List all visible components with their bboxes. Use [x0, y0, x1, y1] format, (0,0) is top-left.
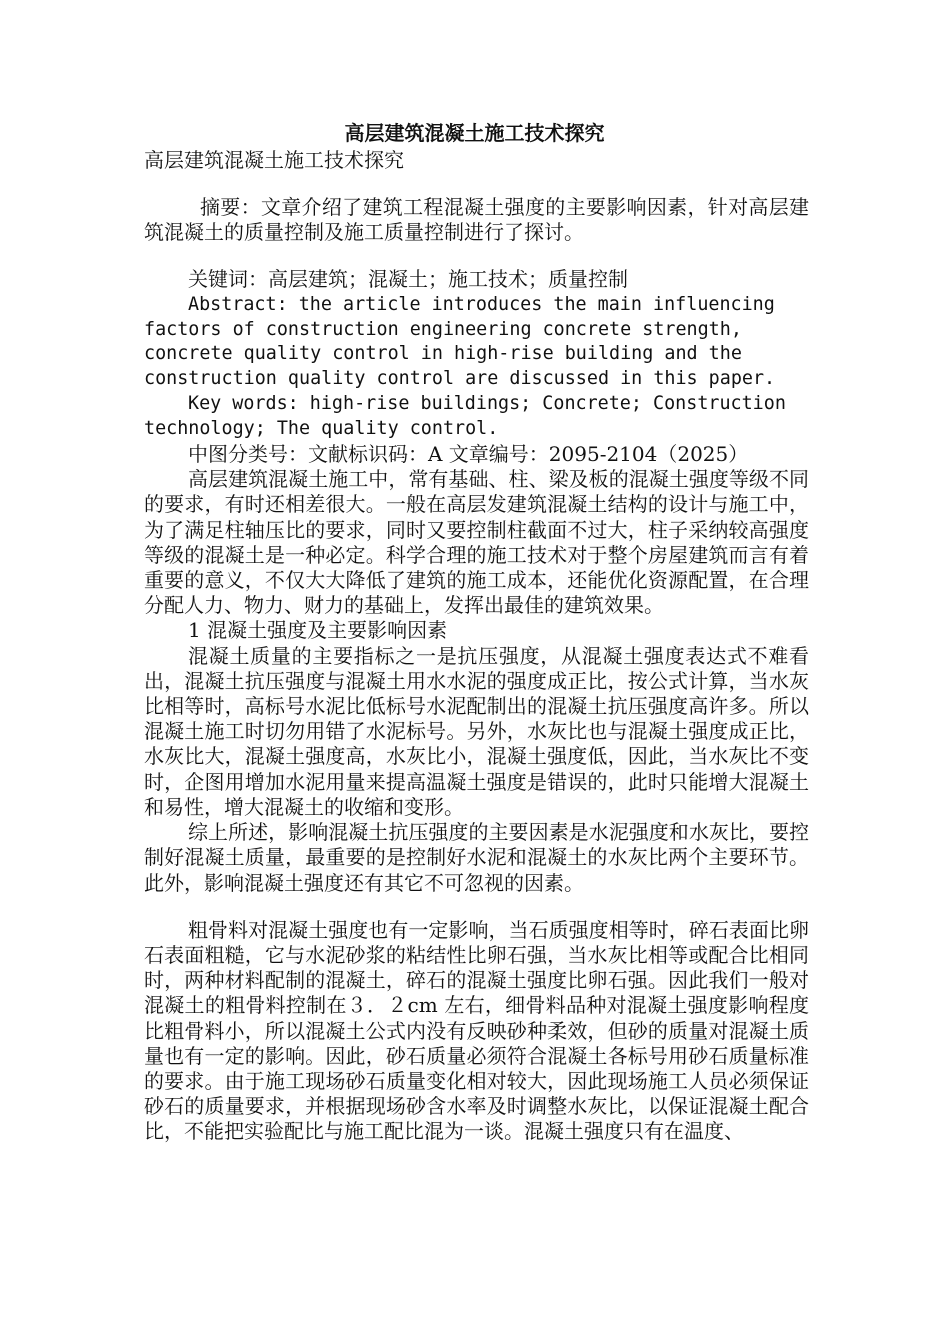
intro-paragraph: 高层建筑混凝土施工中，常有基础、柱、梁及板的混凝土强度等级不同的要求，有时还相差很大。一般在高层发建筑混凝土结构的设计与施工中，为了满足柱轴压比的要求，同时又要控制柱截面不过大，柱子采纳较高强度等级的混凝土是一种必定。科学合理的施工技术对于整个房屋建筑而言有着重要的意义，不仅大大降低了建筑的施工成本，还能优化资源配置，在合理分配人力、物力、财力的基础上，发挥出最佳的建筑效果。: [144, 467, 809, 618]
section-heading: 1 混凝土强度及主要影响因素: [188, 618, 448, 643]
document-body: [144, 118, 809, 1145]
abstract-english: Abstract: the article introduces the main influencing factors of construction engineering concrete strength, concrete quality control in high-rise building and the construction quality control are discussed in this paper.: [144, 293, 776, 390]
classification-line: 中图分类号：文献标识码：A 文章编号：2095-2104（2025）: [188, 442, 749, 467]
spacer: [144, 245, 809, 267]
keywords-chinese: 关键词：高层建筑；混凝土；施工技术；质量控制: [188, 267, 628, 292]
body-paragraph: 混凝土质量的主要指标之一是抗压强度，从混凝土强度表达式不难看出，混凝土抗压强度与混凝土用水水泥的强度成正比，按公式计算，当水灰比相等时，高标号水泥比低标号水泥配制出的混凝土抗压强度高许多。所以混凝土施工时切勿用错了水泥标号。另外，水灰比也与混凝土强度成正比，水灰比大，混凝土强度高，水灰比小，混凝土强度低，因此，当水灰比不变时，企图用增加水泥用量来提高温凝土强度是错误的，此时只能增大混凝土和易性，增大混凝土的收缩和变形。: [144, 643, 809, 819]
spacer: [144, 896, 809, 918]
abstract-chinese: 摘要：文章介绍了建筑工程混凝土强度的主要影响因素，针对高层建筑混凝土的质量控制及施工质量控制进行了探讨。: [144, 195, 809, 245]
keywords-english: Key words: high-rise buildings; Concrete; Construction technology; The quality control.: [144, 393, 786, 440]
body-paragraph: 综上所述，影响混凝土抗压强度的主要因素是水泥强度和水灰比，要控制好混凝土质量，最重要的是控制好水泥和混凝土的水灰比两个主要环节。此外，影响混凝土强度还有其它不可忽视的因素。: [144, 820, 809, 895]
spacer: [144, 173, 809, 195]
body-paragraph: 粗骨料对混凝土强度也有一定影响，当石质强度相等时，碎石表面比卵石表面粗糙，它与水泥砂浆的粘结性比卵石强，当水灰比相等或配合比相同时，两种材料配制的混凝土，碎石的混凝土强度比卵石强。因此我们一般对混凝土的粗骨料控制在３．２cm 左右，细骨料品种对混凝土强度影响程度比粗骨料小，所以混凝土公式内没有反映砂种柔效，但砂的质量对混凝土质量也有一定的影响。因此，砂石质量必须符合混凝土各标号用砂石质量标准的要求。由于施工现场砂石质量变化相对较大，因此现场施工人员必须保证砂石的质量要求，并根据现场砂含水率及时调整水灰比，以保证混凝土配合比，不能把实验配比与施工配比混为一谈。混凝土强度只有在温度、: [144, 917, 809, 1144]
document-title: 高层建筑混凝土施工技术探究: [344, 121, 605, 145]
document-subtitle: 高层建筑混凝土施工技术探究: [144, 148, 404, 172]
